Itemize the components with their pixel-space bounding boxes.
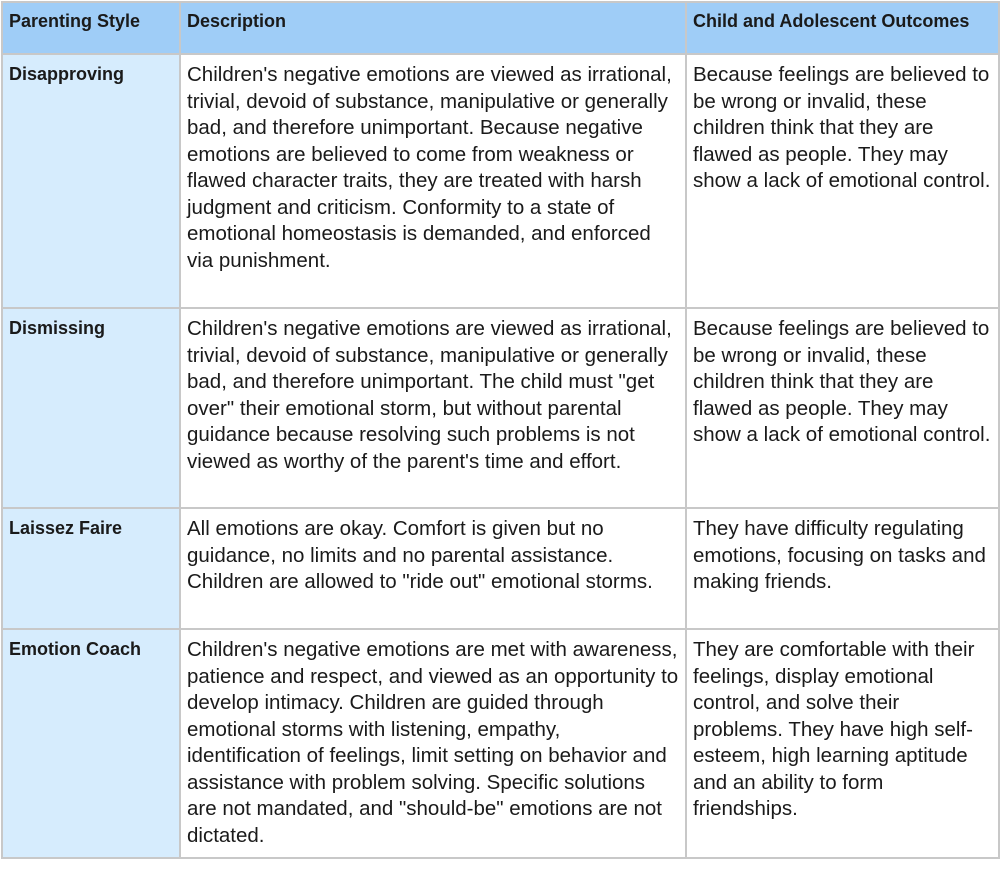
outcomes-cell: Because feelings are believed to be wrong or invalid, these children think that they are flawed as people. They may show a lack of emotional control.: [686, 308, 999, 508]
table-row-emotion-coach: [2, 629, 999, 858]
description-cell: Children's negative emotions are viewed as irrational, trivial, devoid of substance, manipulative or generally bad, and therefore unimportant. The child must "get over" their emotional storm, but without parental guidance because resolving such problems is not viewed as worthy of the parent's time and effort.: [180, 308, 686, 508]
parenting-styles-table: [1, 1, 1000, 859]
table-row-laissez-faire: [2, 508, 999, 629]
style-cell: Dismissing: [2, 308, 180, 508]
header-parenting-style: Parenting Style: [2, 2, 180, 54]
description-cell: Children's negative emotions are viewed as irrational, trivial, devoid of substance, manipulative or generally bad, and therefore unimportant. Because negative emotions are believed to come from weakness or flawed character traits, they are treated with harsh judgment and criticism. Conformity to a state of emotional homeostasis is demanded, and enforced via punishment.: [180, 54, 686, 308]
description-cell: All emotions are okay. Comfort is given but no guidance, no limits and no parental assistance. Children are allowed to "ride out" emotional storms.: [180, 508, 686, 629]
description-cell: Children's negative emotions are met with awareness, patience and respect, and viewed as an opportunity to develop intimacy. Children are guided through emotional storms with listening, empathy, identification of feelings, limit setting on behavior and assistance with problem solving. Specific solutions are not mandated, and "should-be" emotions are not dictated.: [180, 629, 686, 858]
table-row-disapproving: [2, 54, 999, 308]
outcomes-cell: They are comfortable with their feelings, display emotional control, and solve their problems. They have high self-esteem, high learning aptitude and an ability to form friendships.: [686, 629, 999, 858]
header-row: [2, 2, 999, 54]
outcomes-cell: Because feelings are believed to be wrong or invalid, these children think that they are flawed as people. They may show a lack of emotional control.: [686, 54, 999, 308]
table-row-dismissing: [2, 308, 999, 508]
header-description: Description: [180, 2, 686, 54]
table-header: [2, 2, 999, 54]
style-cell: Emotion Coach: [2, 629, 180, 858]
style-cell: Disapproving: [2, 54, 180, 308]
outcomes-cell: They have difficulty regulating emotions, focusing on tasks and making friends.: [686, 508, 999, 629]
table-body: [2, 54, 999, 858]
header-outcomes: Child and Adolescent Outcomes: [686, 2, 999, 54]
style-cell: Laissez Faire: [2, 508, 180, 629]
